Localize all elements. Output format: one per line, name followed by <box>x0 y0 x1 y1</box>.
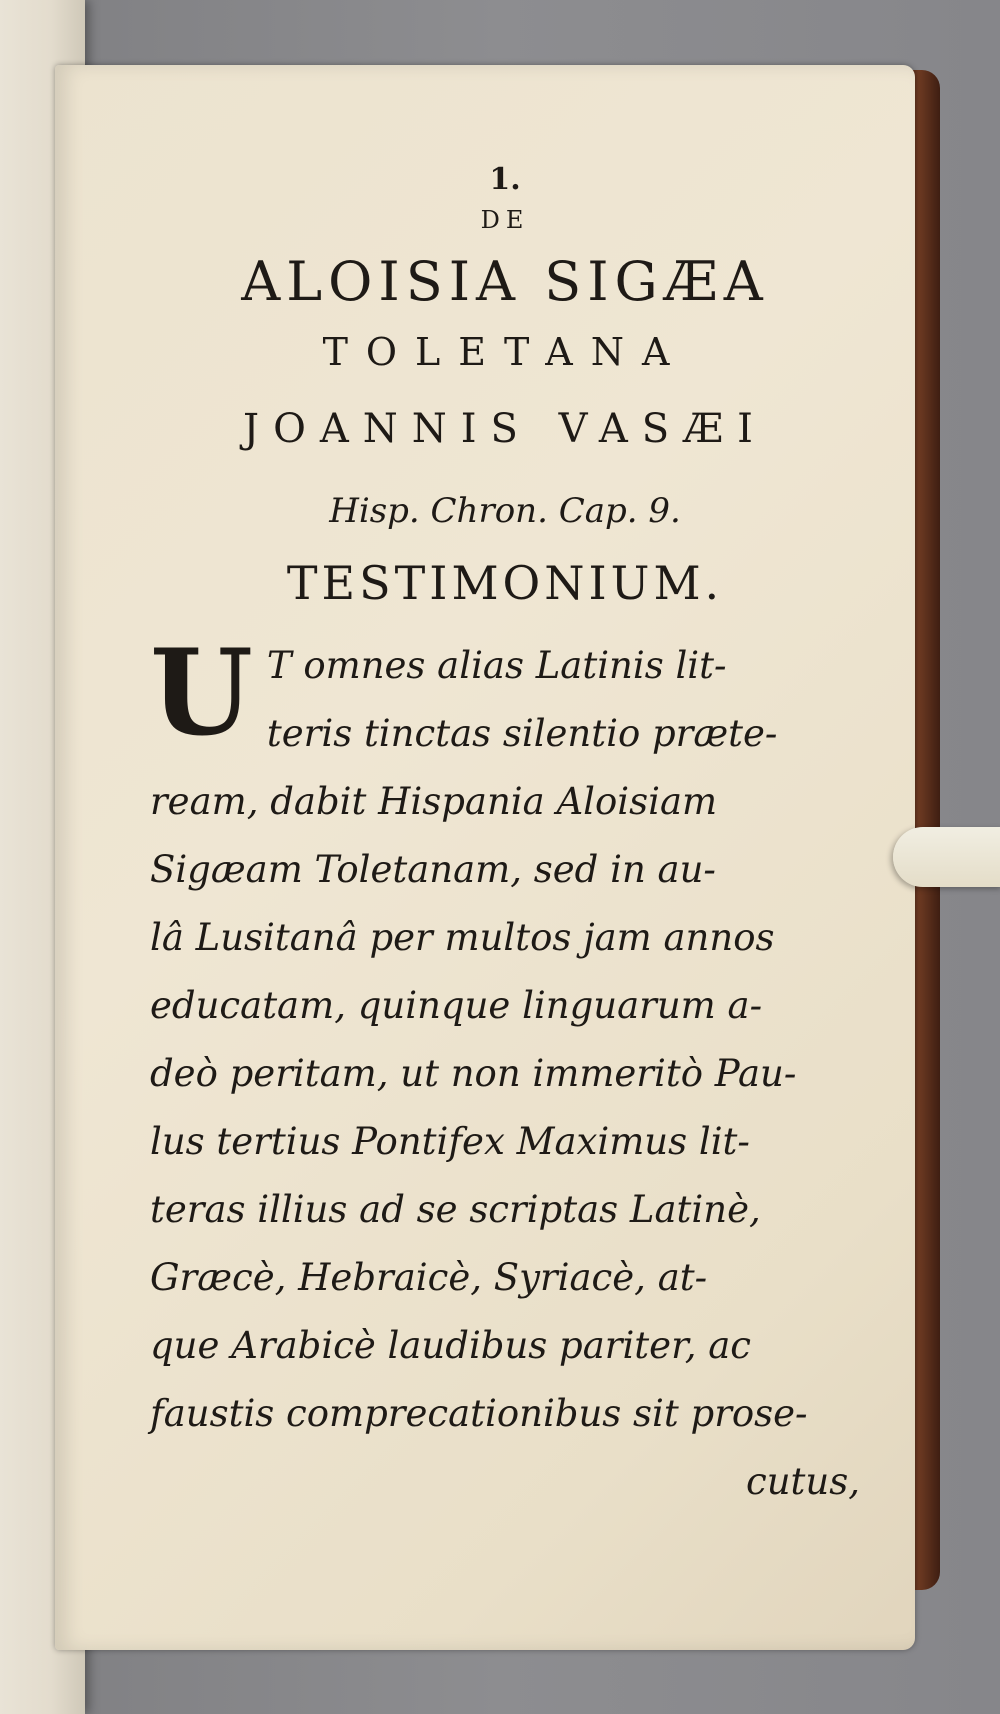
title-line-2: TOLETANA <box>322 330 688 374</box>
drop-cap: U <box>150 623 253 762</box>
catchword: cutus, <box>746 1460 860 1503</box>
page-content <box>150 160 860 1516</box>
body-line: teris tinctas silentio præte- <box>266 712 778 755</box>
body-line: deò peritam, ut non immeritò Pau- <box>150 1052 797 1095</box>
body-line: teras illius ad se scriptas Latinè, <box>150 1188 761 1231</box>
book-page <box>55 65 915 1650</box>
title-de: DE <box>480 206 530 234</box>
title-line-1: ALOISIA SIGÆA <box>241 250 769 313</box>
body-line: lâ Lusitanâ per multos jam annos <box>150 916 775 959</box>
bookmark-marker <box>893 827 1000 887</box>
title-line-3: JOANNIS VASÆI <box>243 406 767 452</box>
body-line: T omnes alias Latinis lit- <box>266 644 727 687</box>
citation: Hisp. Chron. Cap. 9. <box>329 491 681 531</box>
section-heading: TESTIMONIUM. <box>286 556 724 610</box>
body-line: faustis comprecationibus sit prose- <box>150 1392 808 1435</box>
body-line: lus tertius Pontifex Maximus lit- <box>150 1120 750 1163</box>
body-line: ream, dabit Hispania Aloisiam <box>150 780 718 823</box>
body-line: que Arabicè laudibus pariter, ac <box>150 1324 751 1367</box>
body-line: Sigæam Toletanam, sed in au- <box>150 848 716 891</box>
body-text <box>150 623 860 1516</box>
body-line: educatam, quinque linguarum a- <box>150 984 763 1027</box>
page-number: 1. <box>489 162 521 197</box>
body-line: Græcè, Hebraicè, Syriacè, at- <box>150 1256 708 1299</box>
